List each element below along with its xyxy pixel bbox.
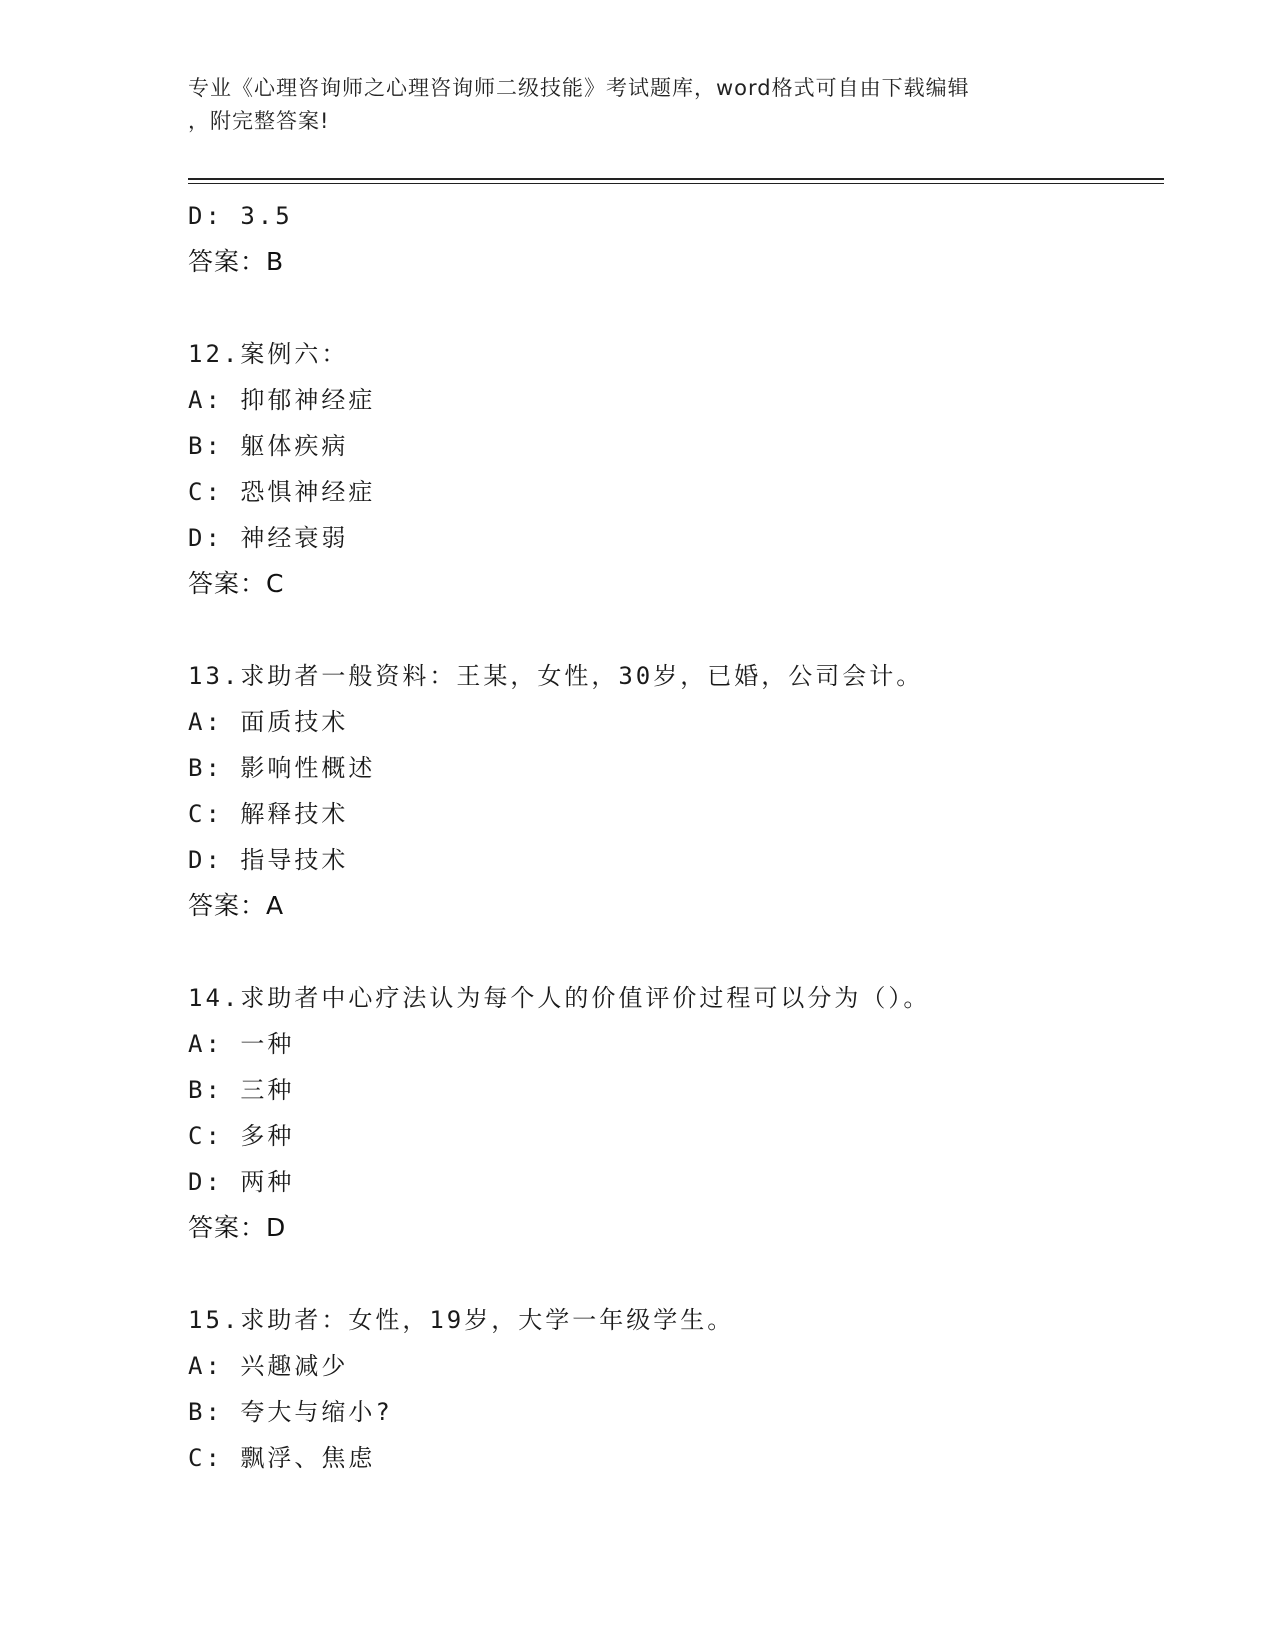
option-c: C: 飘浮、焦虑 (188, 1444, 376, 1472)
option-a: A: 抑郁神经症 (188, 386, 376, 414)
header-line-2: ，附完整答案! (188, 109, 330, 133)
option-b: B: 影响性概述 (188, 754, 376, 782)
option-c: C: 恐惧神经症 (188, 478, 376, 506)
answer-line: 答案：C (188, 569, 285, 598)
answer-line: 答案：B (188, 247, 285, 276)
option-a: A: 兴趣减少 (188, 1352, 349, 1380)
question-13 (188, 653, 1164, 929)
question-stem: 15.求助者：女性，19岁，大学一年级学生。 (188, 1306, 735, 1334)
option-a: A: 一种 (188, 1030, 295, 1058)
option-c: C: 多种 (188, 1122, 295, 1150)
option-d: D: 两种 (188, 1168, 295, 1196)
option-d: D: 指导技术 (188, 846, 349, 874)
option-b: B: 躯体疾病 (188, 432, 349, 460)
answer-line: 答案：A (188, 891, 285, 920)
option-d: D: 神经衰弱 (188, 524, 349, 552)
question-14 (188, 975, 1164, 1251)
option-a: A: 面质技术 (188, 708, 349, 736)
option-c: C: 解释技术 (188, 800, 349, 828)
header-line-1: 专业《心理咨询师之心理咨询师二级技能》考试题库，word格式可自由下载编辑 (188, 76, 970, 100)
document-header (188, 72, 1068, 138)
question-15 (188, 1297, 1164, 1481)
option-b: B: 三种 (188, 1076, 295, 1104)
question-stem: 13.求助者一般资料：王某，女性，30岁，已婚，公司会计。 (188, 662, 924, 690)
option-b: B: 夸大与缩小? (188, 1398, 393, 1426)
question-list (188, 193, 1164, 1481)
question-12 (188, 331, 1164, 607)
question-stem: 12.案例六： (188, 340, 349, 368)
header-divider-thick (188, 178, 1164, 180)
answer-line: 答案：D (188, 1213, 287, 1242)
header-divider-thin (188, 183, 1164, 184)
question-stem: 14.求助者中心疗法认为每个人的价值评价过程可以分为（）。 (188, 984, 931, 1012)
option-d: D: 3.5 (188, 202, 293, 230)
